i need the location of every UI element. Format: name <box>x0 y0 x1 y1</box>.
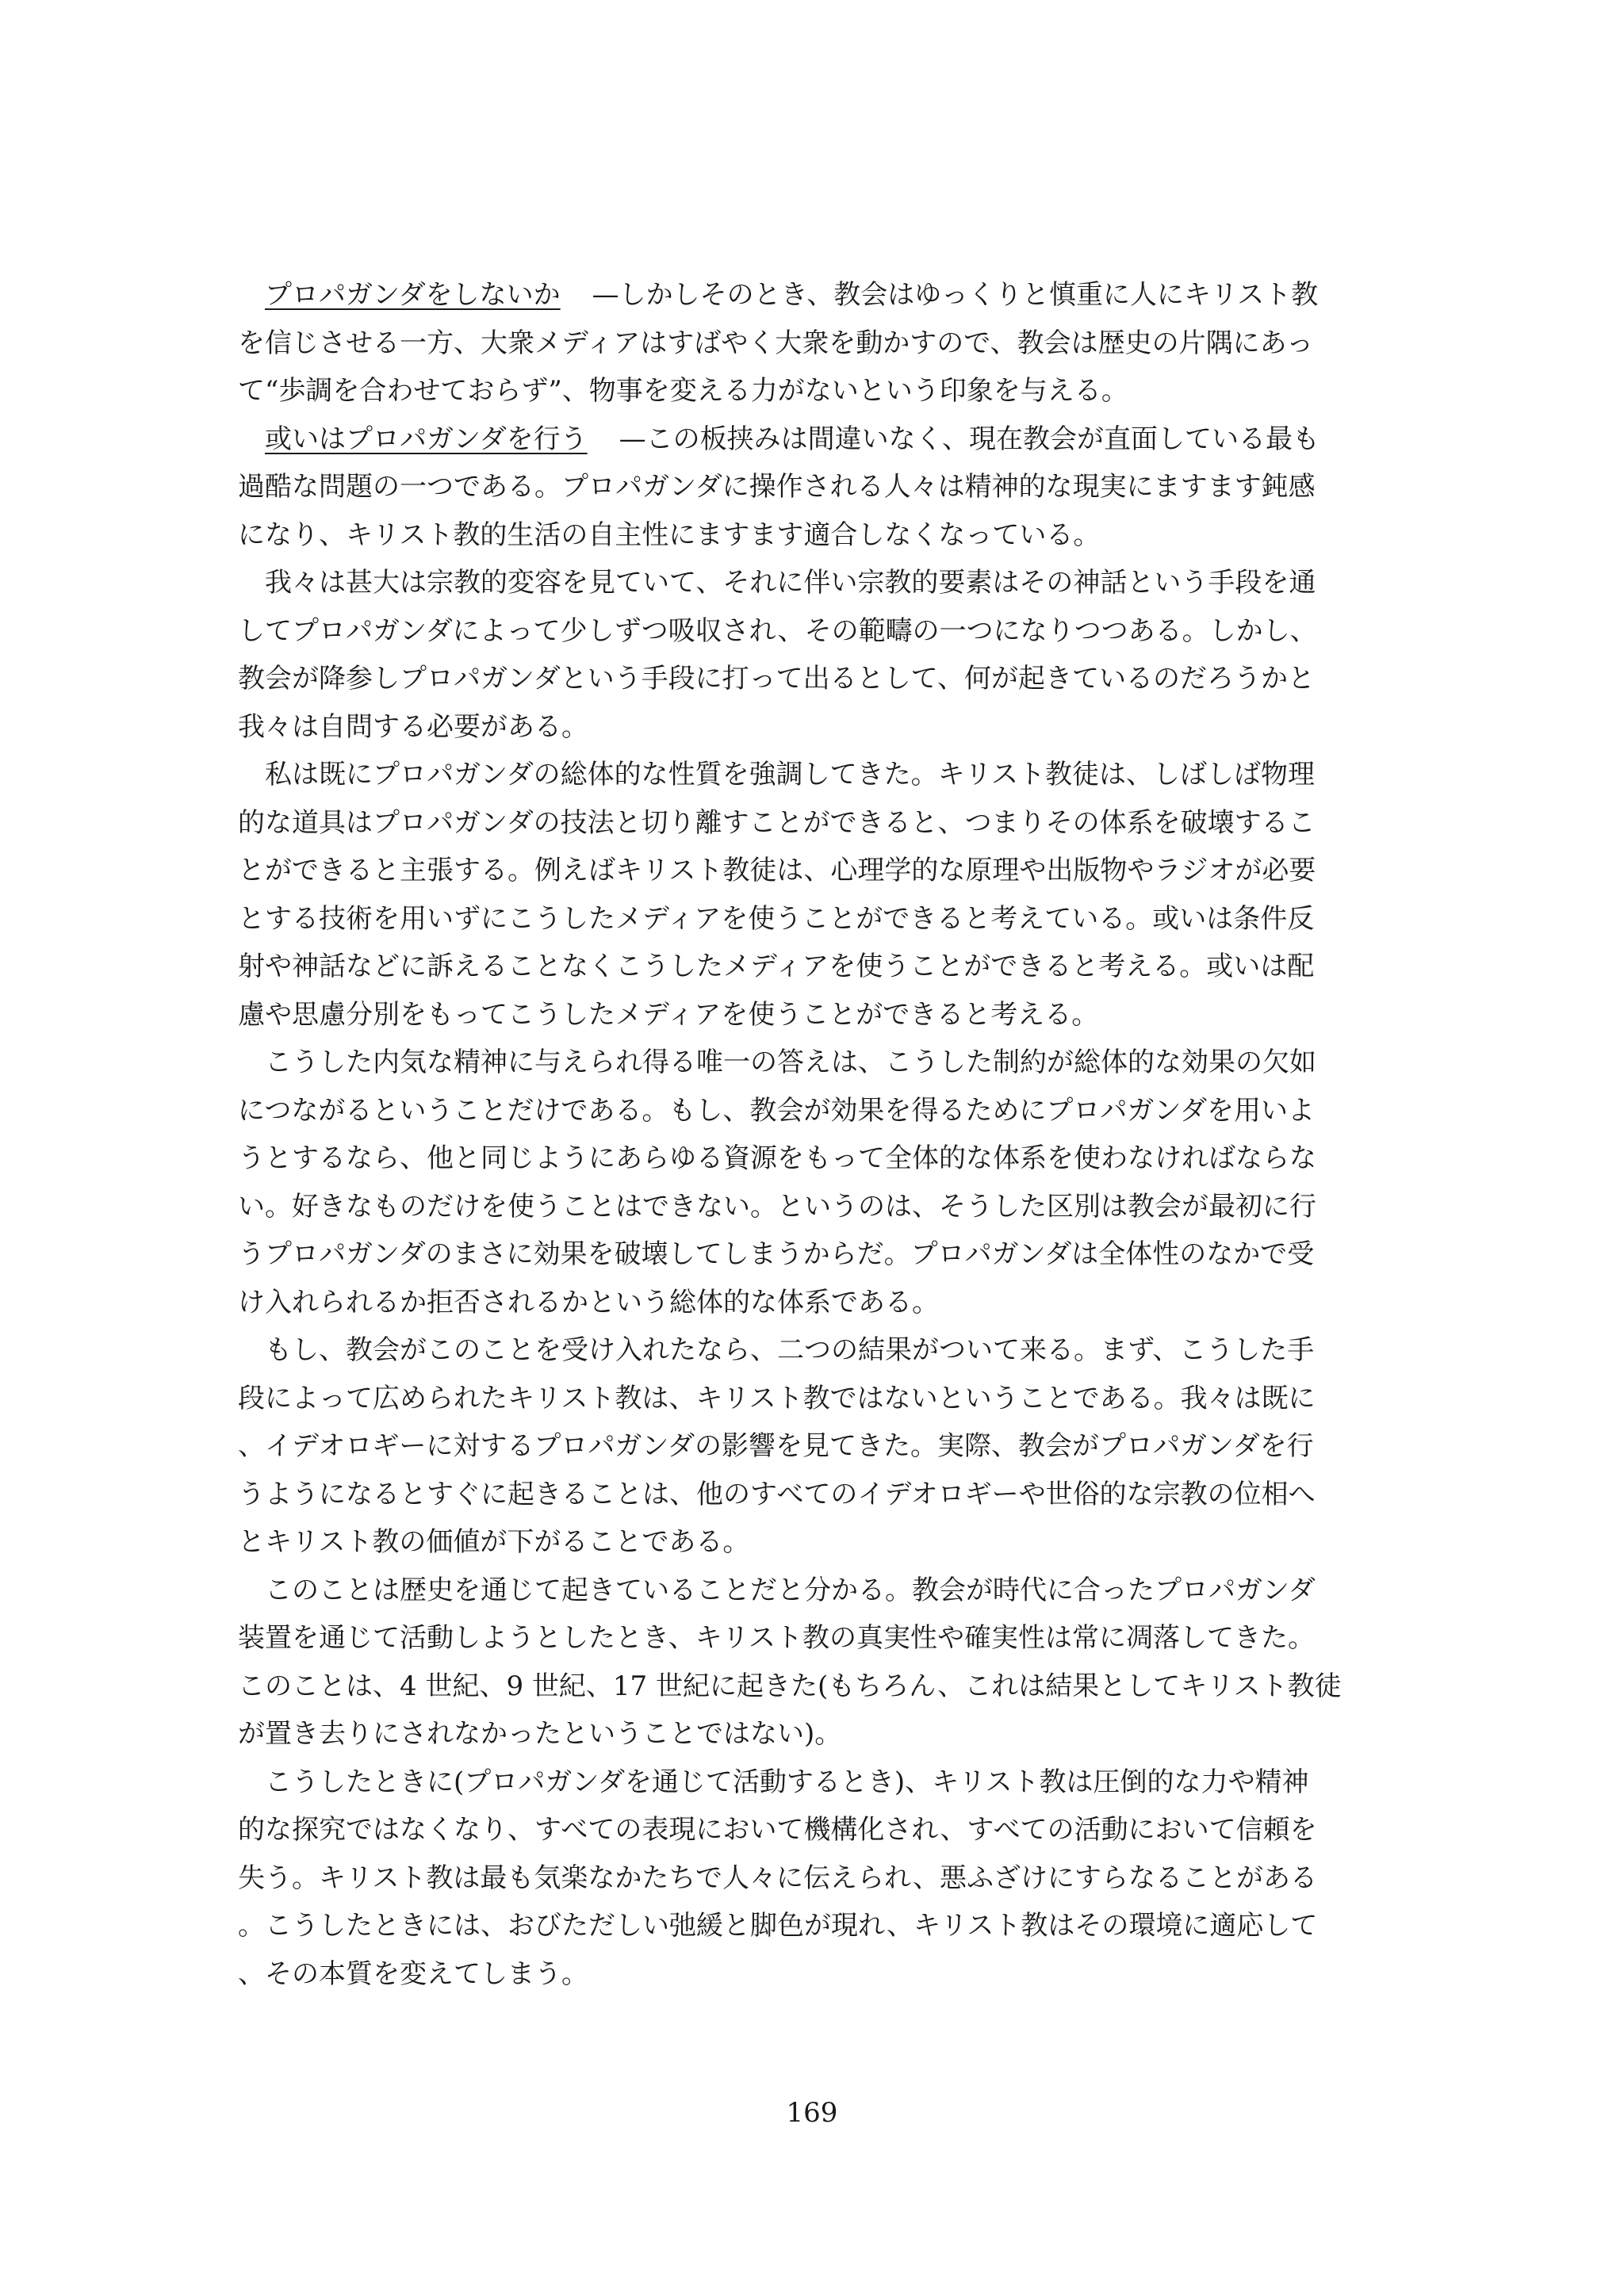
paragraph <box>238 271 1389 415</box>
text-line: て“歩調を合わせておらず”、物事を変える力がないという印象を与える。 <box>238 375 1128 407</box>
text-line: うプロパガンダのまさに効果を破壊してしまうからだ。プロパガンダは全体性のなかで受 <box>238 1238 1315 1270</box>
text-line: とする技術を用いずにこうしたメディアを使うことができると考えている。或いは条件反 <box>238 902 1315 935</box>
text-line: 教会が降参しプロパガンダという手段に打って出るとして、何が起きているのだろうかと <box>238 663 1315 695</box>
text-line: このことは歴史を通じて起きていることだと分かる。教会が時代に合ったプロパガンダ <box>265 1574 1316 1606</box>
text-line: になり、キリスト教的生活の自主性にますます適合しなくなっている。 <box>238 519 1101 551</box>
section-heading: 或いはプロパガンダを行う <box>265 423 588 455</box>
text-line: 装置を通じて活動しようとしたとき、キリスト教の真実性や確実性は常に凋落してきた。 <box>238 1622 1315 1654</box>
text-line: してプロパガンダによって少しずつ吸収され、その範疇の一つになりつつある。しかし、 <box>238 614 1317 647</box>
text-line: 我々は甚大は宗教的変容を見ていて、それに伴い宗教的要素はその神話という手段を通 <box>265 567 1316 599</box>
text-line <box>238 271 1389 320</box>
text-line: 射や神話などに訴えることなくこうしたメディアを使うことができると考える。或いは配 <box>238 951 1315 982</box>
text-line-rest: —この板挟みは間違いなく、現在教会が直面している最も <box>619 423 1320 455</box>
text-line: い。好きなものだけを使うことはできない。というのは、そうした区別は教会が最初に行 <box>238 1190 1316 1223</box>
text-line: うようになるとすぐに起きることは、他のすべてのイデオロギーや世俗的な宗教の位相へ <box>238 1478 1316 1510</box>
paragraph <box>238 1039 1389 1326</box>
text-line: を信じさせる一方、大衆メディアはすばやく大衆を動かすので、教会は歴史の片隅にあっ <box>238 327 1314 359</box>
text-line: 、イデオロギーに対するプロパガンダの影響を見てきた。実際、教会がプロパガンダを行 <box>238 1430 1314 1462</box>
text-line: につながるということだけである。もし、教会が効果を得るためにプロパガンダを用いよ <box>238 1094 1315 1127</box>
text-line: うとするなら、他と同じようにあらゆる資源をもって全体的な体系を使わなければならな <box>238 1142 1316 1174</box>
text-line: 段によって広められたキリスト教は、キリスト教ではないということである。我々は既に <box>238 1382 1316 1414</box>
document-body <box>238 271 1389 1998</box>
text-line: こうしたときに(プロパガンダを通じて活動するとき)、キリスト教は圧倒的な力や精神 <box>265 1766 1309 1798</box>
text-line: とができると主張する。例えばキリスト教徒は、心理学的な原理や出版物やラジオが必要 <box>238 855 1316 886</box>
text-line: このことは、4 世紀、9 世紀、17 世紀に起きた(もちろん、これは結果としてキリスト教徒 <box>238 1670 1342 1702</box>
text-line: 。こうしたときには、おびただしい弛緩と脚色が現れ、キリスト教はその環境に適応して <box>238 1910 1318 1942</box>
text-line: 、その本質を変えてしまう。 <box>238 1957 588 1990</box>
text-line: 私は既にプロパガンダの総体的な性質を強調してきた。キリスト教徒は、しばしば物理 <box>265 759 1315 790</box>
text-line: が置き去りにされなかったということではない)。 <box>238 1718 842 1750</box>
text-line <box>238 415 1389 464</box>
text-line: こうした内気な精神に与えられ得る唯一の答えは、こうした制約が総体的な効果の欠如 <box>265 1047 1316 1078</box>
paragraph <box>238 1567 1389 1758</box>
text-line: 的な探究ではなくなり、すべての表現において機構化され、すべての活動において信頼を <box>238 1814 1317 1846</box>
text-line: 慮や思慮分別をもってこうしたメディアを使うことができると考える。 <box>238 998 1099 1031</box>
text-line-rest: —しかしそのとき、教会はゆっくりと慎重に人にキリスト教 <box>592 279 1319 311</box>
text-line: 失う。キリスト教は最も気楽なかたちで人々に伝えられ、悪ふざけにすらなることがある <box>238 1862 1318 1894</box>
paragraph <box>238 559 1389 751</box>
text-line: 過酷な問題の一つである。プロパガンダに操作される人々は精神的な現実にますます鈍感 <box>238 471 1316 503</box>
paragraph <box>238 751 1389 1039</box>
text-line: 的な道具はプロパガンダの技法と切り離すことができると、つまりその体系を破壊するこ <box>238 806 1316 839</box>
text-line: もし、教会がこのことを受け入れたなら、二つの結果がついて来る。まず、こうした手 <box>265 1334 1315 1366</box>
text-line: け入れられるか拒否されるかという総体的な体系である。 <box>238 1286 939 1318</box>
text-line: 我々は自問する必要がある。 <box>238 710 588 743</box>
paragraph <box>238 415 1389 560</box>
section-heading: プロパガンダをしないか <box>265 279 561 311</box>
paragraph <box>238 1326 1389 1567</box>
text-line: とキリスト教の価値が下がることである。 <box>238 1526 750 1558</box>
paragraph <box>238 1758 1389 1999</box>
page-number: 169 <box>786 2097 838 2129</box>
